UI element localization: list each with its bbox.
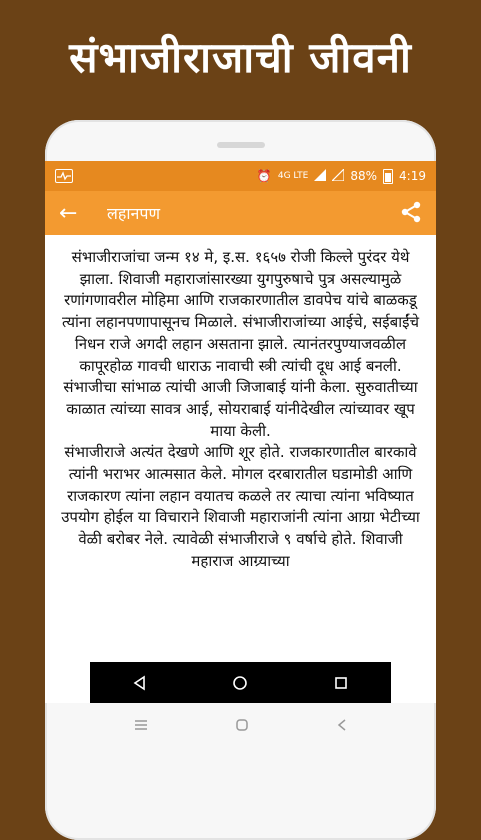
phone-speaker [217, 142, 265, 148]
page-title: लहानपण [107, 204, 161, 223]
clock: 4:19 [399, 169, 426, 183]
android-nav-bar [90, 662, 391, 703]
signal-icon [314, 169, 326, 184]
paragraph-2: संभाजीराजे अत्यंत देखणे आणि शूर होते. राजकारणातील बारकावे त्यांनी भराभर आत्मसात केले. मोगल दरबारातील घडामोडी आणि राजकारण त्यांना लहान वयातच कळले तर त्याचा त्यांना भविष्यात उपयोग होईल या विचाराने शिवाजी महाराजांनी त्यांना आग्रा भेटीच्या वेळी बरोबर नेले. त्यावेळी संभाजीराजे ९ वर्षाचे होते. शिवाजी महाराज आग्र्याच्या [61, 443, 420, 570]
promo-title: संभाजीराजाची जीवनी [69, 33, 412, 82]
recents-nav-icon[interactable] [333, 675, 349, 691]
status-bar [45, 161, 436, 191]
back-nav-icon[interactable] [132, 675, 148, 691]
signal-icon-2 [332, 169, 344, 184]
home-nav-icon[interactable] [232, 675, 248, 691]
share-icon[interactable] [400, 201, 422, 227]
pulse-icon [55, 169, 73, 183]
arrow-left-icon[interactable]: ← [59, 200, 78, 226]
app-screen [45, 161, 436, 703]
back-key-icon[interactable] [336, 716, 348, 735]
paragraph-1: संभाजीराजांचा जन्म १४ मे, इ.स. १६५७ रोजी किल्ले पुरंदर येथे झाला. शिवाजी महाराजांसारख्या युगपुरुषाचे पुत्र असल्यामुळे रणांगणावरील मोहिमा आणि राजकारणातील डावपेच यांचे बाळकडू त्यांना लहानपणापासूनच मिळाले. संभाजीराजांच्या आईचे, सईबाईंचे निधन राजे अगदी लहान असताना झाले. त्यानंतरपुण्याजवळील कापूरहोळ गावची धाराऊ नावाची स्त्री त्यांची दूध आई बनली. संभाजीचा सांभाळ त्यांची आजी जिजाबाई यांनी केला. सुरुवातीच्या काळात त्यांच्या सावत्र आई, सोयराबाई यांनीदेखील त्यांच्यावर खूप माया केली. [61, 248, 420, 440]
article-content [45, 235, 436, 573]
phone-hardware-keys [90, 710, 391, 740]
menu-key-icon[interactable] [134, 716, 148, 735]
app-bar [45, 191, 436, 235]
home-key-icon[interactable] [235, 716, 249, 735]
network-label: 4G LTE [277, 171, 309, 181]
battery-icon [383, 169, 393, 184]
alarm-icon: ⏰ [256, 169, 272, 183]
battery-percent: 88% [350, 169, 378, 183]
